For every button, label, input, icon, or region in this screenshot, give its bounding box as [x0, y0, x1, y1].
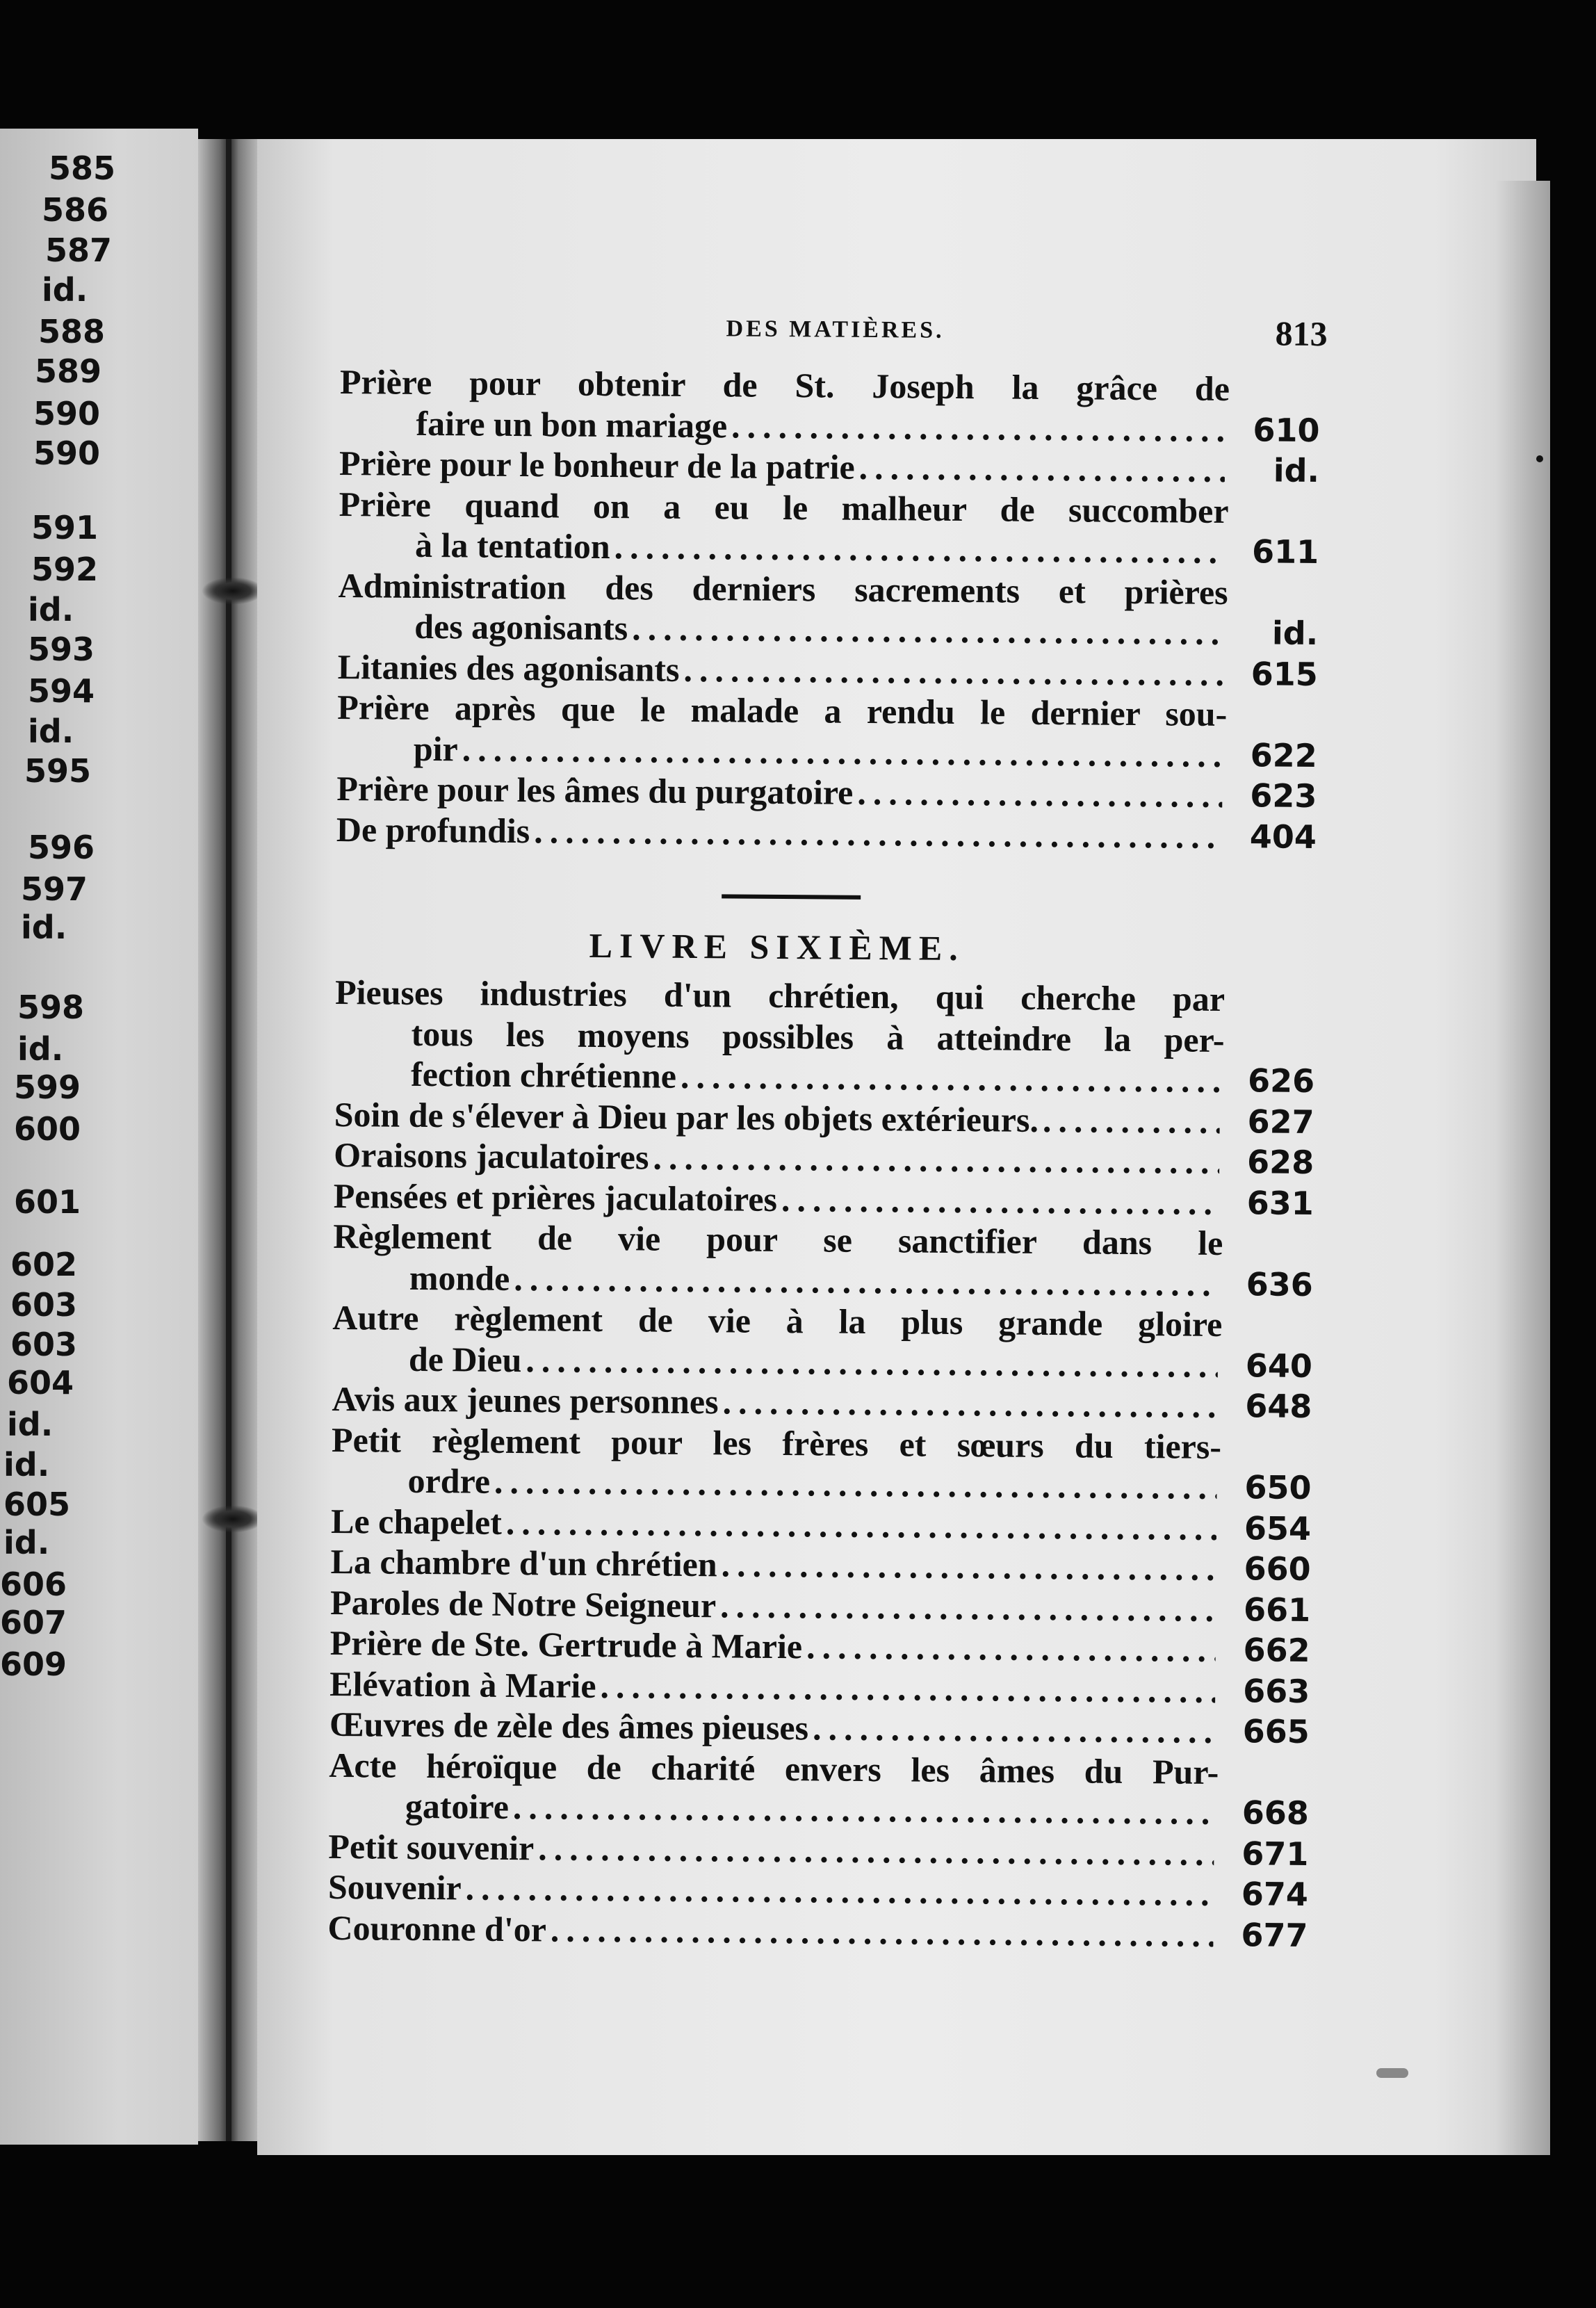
dot-leader — [1043, 1099, 1220, 1141]
section-title: LIVRE SIXIÈME. — [589, 925, 965, 968]
dot-leader — [506, 1502, 1217, 1548]
left-page-number: 593 — [28, 631, 95, 668]
left-page-number: 604 — [7, 1364, 74, 1401]
dot-leader — [614, 526, 1224, 571]
toc-entry-line — [332, 1297, 1222, 1345]
left-page-number: 607 — [0, 1604, 67, 1641]
toc-entry-title: Autre règlement de vie à la plus grande gloire — [332, 1297, 1223, 1344]
toc-entries-part2 — [327, 972, 1315, 1956]
toc-entry-line — [329, 1785, 1219, 1833]
toc-entry-title: des agonisants — [414, 606, 628, 648]
dot-leader — [653, 1137, 1219, 1183]
toc-entry-line — [328, 1867, 1218, 1915]
toc-entry-title: Pensées et prières jaculatoires — [333, 1176, 778, 1219]
toc-entry-title: Administration des derniers sacrements et prières — [338, 565, 1228, 612]
toc-page-number: 615 — [1251, 654, 1318, 693]
left-page-number: 595 — [24, 752, 92, 790]
toc-page-number: 631 — [1246, 1183, 1314, 1222]
toc-entry-line — [334, 1135, 1223, 1183]
left-page-number: 605 — [3, 1486, 71, 1523]
toc-entry — [329, 1744, 1310, 1833]
dot-leader — [721, 1544, 1216, 1588]
toc-page-number: 671 — [1241, 1834, 1309, 1873]
left-page-number: 603 — [10, 1326, 78, 1363]
dot-leader — [720, 1585, 1216, 1630]
dot-leader — [462, 729, 1223, 775]
toc-entry — [332, 1379, 1312, 1427]
toc-entry-title: De profundis — [336, 809, 530, 850]
toc-entry — [330, 1541, 1310, 1590]
page-edge — [1495, 181, 1550, 2155]
toc-entry — [333, 1216, 1314, 1305]
toc-page-number: 628 — [1246, 1143, 1314, 1182]
toc-entry-title: Oraisons jaculatoires — [334, 1135, 649, 1177]
toc-page-number: 611 — [1251, 533, 1319, 571]
left-page-number: 591 — [31, 509, 99, 546]
toc-page-number: 668 — [1241, 1794, 1310, 1832]
toc-entry-line — [329, 1704, 1219, 1752]
toc-entry — [334, 1094, 1314, 1142]
left-page-number: 609 — [0, 1645, 67, 1683]
toc-entry-title: gatoire — [405, 1786, 510, 1826]
toc-entry-title: Règlement de vie pour se sanctifier dans le — [333, 1216, 1223, 1263]
left-page-number: 586 — [42, 191, 109, 229]
toc-entry-title: Elévation à Marie — [329, 1664, 596, 1705]
toc-entry-title: Acte héroïque de charité envers les âmes du Pur- — [329, 1745, 1219, 1791]
toc-page-number: 627 — [1247, 1102, 1314, 1141]
toc-entry — [334, 972, 1315, 1102]
toc-entry-title: Pieuses industries d'un chrétien, qui cherche par — [334, 972, 1226, 1019]
toc-entry-line — [331, 1500, 1221, 1548]
toc-entry-line — [333, 1216, 1223, 1264]
dot-leader — [857, 772, 1222, 816]
left-page — [0, 129, 198, 2145]
left-page-number: 599 — [14, 1068, 81, 1106]
scan-speck — [1536, 455, 1543, 462]
toc-entry-line — [328, 1826, 1218, 1874]
dot-leader — [858, 447, 1225, 491]
toc-entry — [334, 1135, 1314, 1183]
toc-entry-title: Petit règlement pour les frères et sœurs du tiers- — [331, 1420, 1222, 1466]
toc-entry — [338, 646, 1318, 694]
toc-entry — [327, 1907, 1308, 1956]
dot-leader — [514, 1258, 1219, 1304]
toc-entry — [336, 808, 1317, 857]
toc-entry-line — [338, 606, 1228, 653]
dot-leader — [465, 1867, 1214, 1914]
left-page-number: id. — [3, 1446, 50, 1484]
toc-entry — [334, 1175, 1314, 1224]
toc-entry-line — [332, 1419, 1221, 1467]
toc-entry-title: Avis aux jeunes personnes — [332, 1379, 719, 1422]
dot-leader — [534, 811, 1222, 856]
left-page-number: 590 — [33, 434, 101, 472]
toc-page-number: 622 — [1250, 736, 1318, 774]
dot-leader — [681, 1056, 1221, 1101]
toc-entry-line — [338, 646, 1228, 694]
left-page-number: 602 — [10, 1246, 78, 1283]
left-page-number: id. — [28, 713, 74, 750]
left-page-number: 590 — [33, 395, 101, 432]
toc-entry — [339, 443, 1319, 491]
toc-page-number: id. — [1273, 451, 1320, 490]
toc-page-number: 674 — [1241, 1875, 1309, 1914]
dot-leader — [632, 608, 1223, 653]
left-page-number: 598 — [17, 989, 85, 1026]
toc-entry-line — [334, 1094, 1223, 1141]
section-divider — [722, 894, 861, 900]
toc-entry-line — [329, 1663, 1219, 1711]
toc-entry-line — [339, 443, 1229, 491]
table-of-contents — [327, 361, 1320, 1956]
toc-entry-title: Couronne d'or — [327, 1908, 547, 1949]
toc-entry-line — [334, 1053, 1224, 1101]
toc-entry — [329, 1663, 1310, 1712]
toc-page-number: 663 — [1242, 1671, 1310, 1710]
left-page-number: id. — [3, 1524, 50, 1561]
toc-entry — [332, 1297, 1313, 1386]
toc-entry-line — [332, 1379, 1221, 1427]
toc-page-number: 640 — [1245, 1346, 1313, 1385]
toc-entry-title: monde — [409, 1258, 510, 1298]
binding-knot — [202, 577, 264, 605]
toc-entry-title: fection chrétienne — [410, 1054, 677, 1096]
toc-entry — [336, 768, 1317, 817]
toc-entry — [328, 1867, 1308, 1915]
toc-entry-title: Paroles de Notre Seigneur — [329, 1582, 717, 1625]
toc-entry — [331, 1419, 1312, 1508]
left-page-number: 600 — [14, 1110, 81, 1148]
left-page-number: id. — [21, 909, 67, 946]
toc-entry-title: Prière de Ste. Gertrude à Marie — [329, 1623, 803, 1666]
toc-page-number: 665 — [1242, 1712, 1310, 1751]
dot-leader — [551, 1909, 1214, 1955]
left-page-number: id. — [28, 591, 74, 628]
toc-page-number: 636 — [1246, 1265, 1314, 1303]
toc-entry — [330, 1582, 1310, 1630]
left-page-number: 585 — [49, 149, 116, 187]
toc-entry-title: Prière quand on a eu le malheur de succomber — [339, 484, 1229, 530]
toc-page-number: 660 — [1244, 1550, 1311, 1588]
toc-page-number: 654 — [1244, 1509, 1312, 1547]
toc-entry-line — [337, 727, 1227, 775]
dot-leader — [600, 1665, 1215, 1710]
toc-page-number: 626 — [1247, 1062, 1315, 1100]
toc-entry-title: Petit souvenir — [328, 1826, 535, 1867]
toc-entry-line — [330, 1541, 1220, 1589]
toc-entry-title: Œuvres de zèle des âmes pieuses — [329, 1704, 809, 1748]
toc-entry-title: Prière après que le malade a rendu le dernier sou- — [337, 687, 1228, 734]
toc-entry-line — [330, 1623, 1220, 1671]
toc-entry-line — [338, 564, 1228, 612]
toc-entry-line — [329, 1744, 1219, 1792]
scan-speck — [1376, 2068, 1408, 2078]
toc-entry-line — [340, 361, 1230, 409]
toc-entry-line — [331, 1460, 1221, 1508]
toc-entry-line — [332, 1338, 1222, 1385]
left-page-number: 596 — [28, 829, 95, 866]
toc-entry-line — [333, 1256, 1223, 1304]
toc-entry-title: pir — [413, 729, 458, 768]
toc-entry-title: à la tentation — [414, 525, 610, 567]
left-page-number: id. — [7, 1406, 54, 1443]
left-page-number: 603 — [10, 1286, 78, 1324]
toc-entry-line — [335, 972, 1225, 1020]
toc-entry-title: Prière pour obtenir de St. Joseph la grâce de — [339, 361, 1230, 409]
dot-leader — [683, 649, 1223, 694]
toc-entry-line — [336, 768, 1226, 816]
toc-entry-line — [339, 524, 1228, 572]
dot-leader — [813, 1707, 1215, 1751]
toc-page-number: 661 — [1243, 1590, 1311, 1629]
toc-page-number: 650 — [1244, 1468, 1312, 1507]
dot-leader — [722, 1381, 1217, 1426]
toc-entry-title: faire un bon mariage — [416, 403, 728, 445]
toc-page-number: 623 — [1250, 777, 1317, 815]
toc-entry-line — [339, 402, 1229, 450]
toc-entry — [339, 361, 1320, 450]
toc-entry — [339, 483, 1319, 572]
toc-entry-line — [339, 483, 1228, 531]
left-page-number: 588 — [38, 313, 106, 350]
running-head: DES MATIÈRES. — [726, 316, 945, 343]
left-page-number: id. — [17, 1030, 64, 1068]
toc-entry-title: La chambre d'un chrétien — [330, 1541, 717, 1584]
toc-entries-part1 — [336, 361, 1320, 857]
toc-entry-line — [337, 687, 1227, 735]
toc-page-number: 677 — [1241, 1915, 1308, 1954]
toc-entry — [338, 564, 1319, 653]
binding-thread — [226, 139, 231, 2141]
toc-entry-line — [334, 1012, 1224, 1060]
dot-leader — [513, 1787, 1214, 1832]
toc-entry-line — [330, 1582, 1220, 1630]
left-page-number: 606 — [0, 1566, 67, 1603]
toc-entry-title: ordre — [407, 1461, 491, 1501]
toc-entry-line — [336, 808, 1226, 856]
toc-page-number: 610 — [1253, 410, 1320, 449]
dot-leader — [781, 1179, 1219, 1223]
toc-entry — [329, 1704, 1310, 1753]
dot-leader — [526, 1340, 1218, 1385]
toc-entry — [328, 1826, 1308, 1874]
toc-entry-line — [327, 1907, 1217, 1955]
page-number: 813 — [1275, 314, 1328, 354]
dot-leader — [731, 405, 1226, 450]
toc-page-number: 662 — [1243, 1631, 1310, 1670]
left-page-number: 601 — [14, 1183, 81, 1221]
toc-entry-title: Soin de s'élever à Dieu par les objets extérieurs. — [334, 1094, 1039, 1139]
toc-page-number: id. — [1271, 614, 1319, 653]
binding-knot — [202, 1505, 264, 1533]
toc-entry-line — [334, 1175, 1223, 1223]
left-page-number: 587 — [45, 231, 113, 269]
toc-entry — [331, 1500, 1311, 1549]
toc-entry-title: Souvenir — [327, 1867, 462, 1908]
left-page-number: 592 — [31, 551, 99, 588]
toc-entry-title: Prière pour le bonheur de la patrie — [339, 443, 855, 487]
toc-entry — [337, 687, 1318, 776]
dot-leader — [806, 1626, 1216, 1670]
toc-entry-title: de Dieu — [408, 1339, 522, 1379]
left-page-number: 594 — [28, 672, 95, 710]
left-page-number: id. — [42, 271, 88, 309]
toc-entry-title: Litanies des agonisants — [337, 647, 680, 689]
dot-leader — [494, 1461, 1217, 1508]
toc-entry-title: tous les moyens possibles à atteindre la per- — [411, 1014, 1225, 1059]
toc-entry-title: Prière pour les âmes du purgatoire — [336, 768, 854, 812]
toc-page-number: 404 — [1249, 817, 1317, 856]
left-page-number: 597 — [21, 870, 88, 908]
left-page-number: 589 — [35, 352, 102, 390]
dot-leader — [538, 1828, 1214, 1874]
toc-page-number: 648 — [1245, 1387, 1312, 1426]
toc-entry — [330, 1623, 1310, 1671]
toc-entry-title: Le chapelet — [330, 1501, 503, 1542]
